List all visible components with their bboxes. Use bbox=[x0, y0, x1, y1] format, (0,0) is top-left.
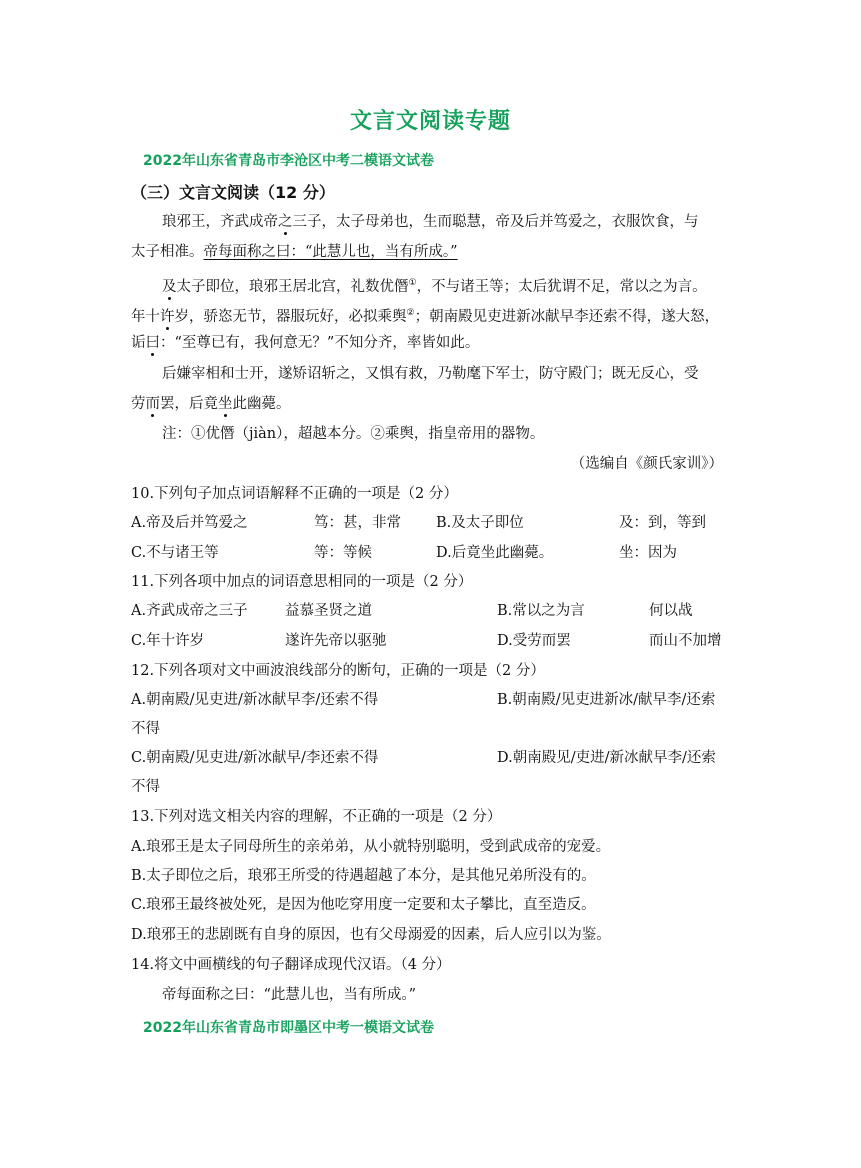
source-heading-2: 2022年山东省青岛市即墨区中考一模语文试卷 bbox=[143, 1020, 434, 1036]
dotted-char: 许 bbox=[160, 308, 175, 325]
question-11-stem: 11.下列各项中加点的词语意思相同的一项是（2 分） bbox=[131, 574, 473, 590]
q13-option-a: A.琅邪王是太子同母所生的亲弟弟，从小就特别聪明，受到武成帝的宠爱。 bbox=[131, 839, 611, 855]
passage-line: 后嫌宰相和士开，遂矫诏斩之，又惧有救，乃勒麾下军士，防守殿门；既无反心，受 bbox=[162, 366, 699, 382]
q12-option-d-continued: 不得 bbox=[131, 779, 160, 795]
q12-option-b-continued: 不得 bbox=[131, 721, 160, 737]
footnote-mark: ② bbox=[406, 308, 415, 318]
q10-option-c: C.不与诸王等 bbox=[131, 545, 219, 561]
dotted-char: 曰 bbox=[145, 335, 160, 351]
q12-option-c: C.朝南殿/见吏进/新冰献早/李还索不得 bbox=[131, 750, 379, 766]
question-12-stem: 12.下列各项对文中画波浪线部分的断句，正确的一项是（2 分） bbox=[131, 663, 545, 679]
q12-option-d: D.朝南殿见/吏进/新冰献早李/还索 bbox=[497, 750, 716, 766]
question-13-stem: 13.下列对选文相关内容的理解，不正确的一项是（2 分） bbox=[131, 809, 502, 825]
passage-line: 太子相准。帝每面称之曰：“此慧儿也，当有所成。” bbox=[131, 244, 458, 260]
q11-option-c: C.年十许岁 bbox=[131, 633, 205, 649]
question-14-stem: 14.将文中画横线的句子翻译成现代汉语。（4 分） bbox=[131, 957, 451, 973]
passage-line: 诟曰：“至尊已有，我何意无？”不知分齐，率皆如此。 bbox=[131, 335, 480, 351]
footnotes: 注：①优僭（jiàn），超越本分。②乘舆，指皇帝用的器物。 bbox=[162, 426, 545, 442]
q10-option-c-gloss: 等：等候 bbox=[314, 545, 372, 561]
passage-line: 琅邪王，齐武成帝之三子，太子母弟也，生而聪慧，帝及后并笃爱之，衣服饮食，与 bbox=[162, 214, 699, 230]
page-title: 文言文阅读专题 bbox=[349, 109, 511, 134]
q11-option-b: B.常以之为言 bbox=[497, 603, 585, 619]
dotted-char: 而 bbox=[145, 396, 160, 412]
q13-option-d: D.琅邪王的悲剧既有自身的原因，也有父母溺爱的因素，后人应引以为鉴。 bbox=[131, 927, 611, 943]
q10-option-a: A.帝及后并笃爱之 bbox=[131, 515, 248, 531]
source-heading-1: 2022年山东省青岛市李沧区中考二模语文试卷 bbox=[143, 153, 434, 169]
q11-option-d: D.受劳而罢 bbox=[497, 633, 571, 649]
q11-option-a-compare: 益慕圣贤之道 bbox=[285, 603, 372, 619]
passage-line: 年十许岁，骄恣无节，器服玩好，必拟乘舆②；朝南殿见吏进新冰献早李还索不得，遂大怒， bbox=[131, 308, 720, 325]
attribution: （选编自《颜氏家训》） bbox=[570, 456, 723, 472]
q10-option-d: D.后竟坐此幽薨。 bbox=[436, 545, 554, 561]
footnote-mark: ① bbox=[408, 278, 417, 288]
q10-option-a-gloss: 笃：甚，非常 bbox=[314, 515, 401, 531]
q10-option-b-gloss: 及：到，等到 bbox=[619, 515, 706, 531]
q12-option-b: B.朝南殿/见吏进新冰/献早李/还索 bbox=[497, 692, 716, 708]
section-heading: （三）文言文阅读（12 分） bbox=[131, 183, 335, 202]
underlined-sentence: 帝每面称之曰：“此慧儿也，当有所成。” bbox=[203, 244, 458, 260]
q10-option-b: B.及太子即位 bbox=[436, 515, 524, 531]
question-10-stem: 10.下列句子加点词语解释不正确的一项是（2 分） bbox=[131, 486, 458, 502]
q14-sentence: 帝每面称之曰：“此慧儿也，当有所成。” bbox=[162, 987, 417, 1003]
q11-option-a: A.齐武成帝之三子 bbox=[131, 603, 248, 619]
q10-option-d-gloss: 坐：因为 bbox=[619, 545, 677, 561]
dotted-char: 之 bbox=[278, 214, 293, 230]
q13-option-c: C.琅邪王最终被处死，是因为他吃穿用度一定要和太子攀比，直至造反。 bbox=[131, 897, 596, 913]
q12-option-a: A.朝南殿/见吏进/新冰献早李/还索不得 bbox=[131, 692, 379, 708]
passage-line: 及太子即位，琅邪王居北宫，礼数优僭①，不与诸王等；太后犹谓不足，常以之为言。 bbox=[162, 278, 707, 295]
q11-option-d-compare: 而山不加增 bbox=[649, 633, 722, 649]
dotted-char: 坐 bbox=[218, 396, 233, 412]
q13-option-b: B.太子即位之后，琅邪王所受的待遇超越了本分，是其他兄弟所没有的。 bbox=[131, 868, 596, 884]
dotted-char: 及 bbox=[162, 278, 177, 295]
passage-line: 劳而罢，后竟坐此幽薨。 bbox=[131, 396, 291, 412]
q11-option-c-compare: 遂许先帝以驱驰 bbox=[285, 633, 387, 649]
q11-option-b-compare: 何以战 bbox=[649, 603, 693, 619]
